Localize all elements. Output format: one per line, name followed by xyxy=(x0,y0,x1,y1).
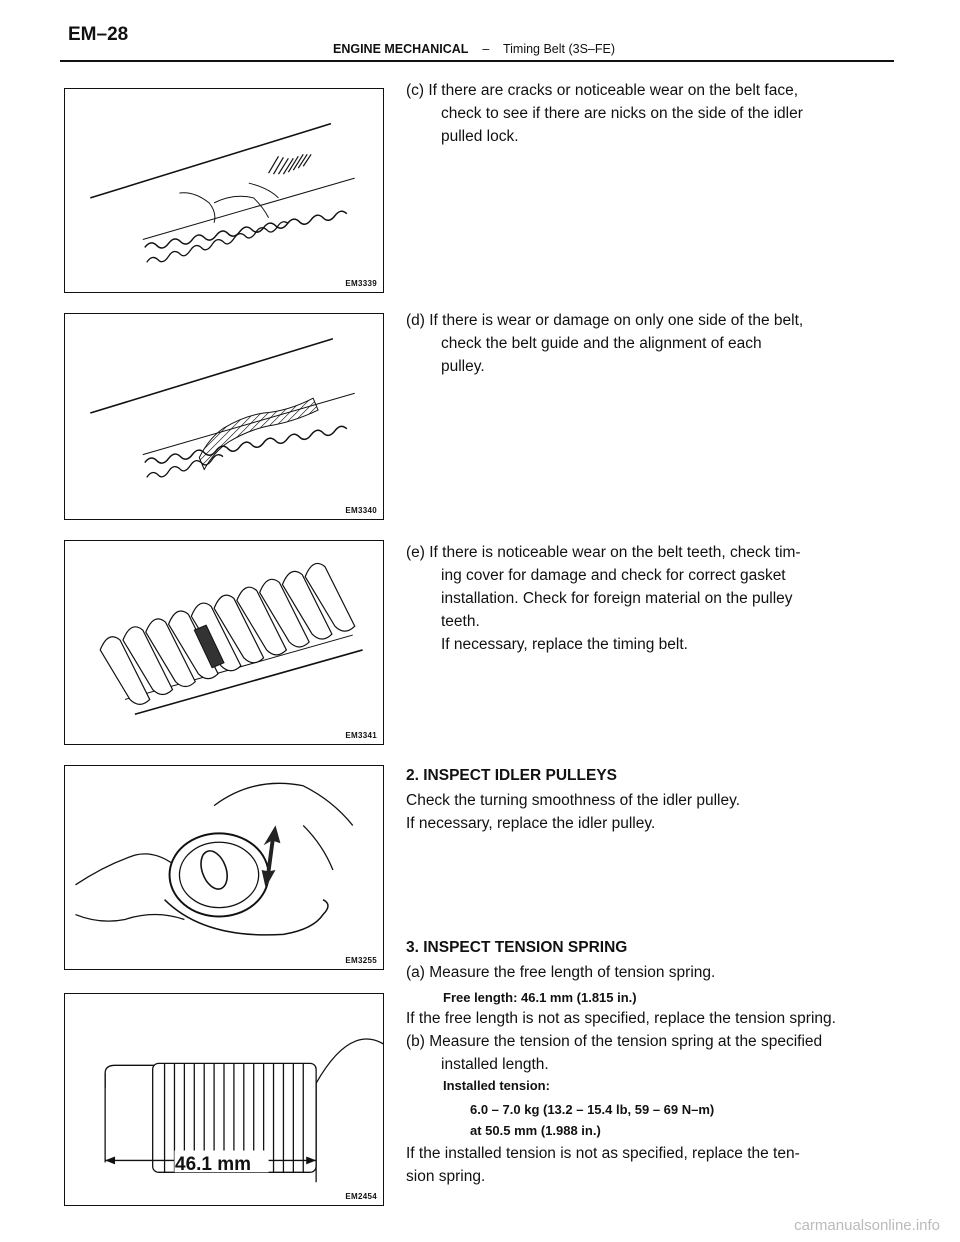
figure-code: EM2454 xyxy=(345,1192,377,1201)
step-d-line-3: pulley. xyxy=(441,358,485,375)
spring-heading: 3. INSPECT TENSION SPRING xyxy=(406,939,628,956)
free-length-note: If the free length is not as specified, replace the tension spring. xyxy=(406,1010,836,1027)
belt-teeth-illustration xyxy=(65,541,383,744)
spring-step-a: (a) Measure the free length of tension spring. xyxy=(406,964,716,981)
figure-belt-teeth xyxy=(64,540,384,745)
figure-code: EM3340 xyxy=(345,506,377,515)
step-e-line-1: (e) If there is noticeable wear on the belt teeth, check tim- xyxy=(406,544,801,561)
idler-heading: 2. INSPECT IDLER PULLEYS xyxy=(406,767,618,784)
figure-tension-spring xyxy=(64,993,384,1206)
free-length-spec: Free length: 46.1 mm (1.815 in.) xyxy=(443,990,637,1005)
step-c-text xyxy=(406,79,876,148)
step-e-line-5: If necessary, replace the timing belt. xyxy=(441,636,688,653)
idler-line-2: If necessary, replace the idler pulley. xyxy=(406,815,656,832)
figure-belt-side-wear xyxy=(64,313,384,520)
figure-belt-cracks xyxy=(64,88,384,293)
section-title: ENGINE MECHANICAL xyxy=(333,42,469,56)
figure-idler-pulley xyxy=(64,765,384,970)
watermark[interactable]: carmanualsonline.info xyxy=(794,1217,940,1234)
idler-text xyxy=(406,789,886,835)
spring-dimension-label: 46.1 mm xyxy=(175,1154,252,1175)
spring-step-b-line-1: (b) Measure the tension of the tension spring at the specified xyxy=(406,1033,823,1050)
subsection-title: Timing Belt (3S–FE) xyxy=(502,42,616,56)
step-d-line-2: check the belt guide and the alignment of each xyxy=(441,335,762,352)
figure-code: EM3339 xyxy=(345,279,377,288)
belt-cracks-illustration xyxy=(65,89,383,292)
step-c-line-2: check to see if there are nicks on the side of the idler xyxy=(441,105,803,122)
figure-code: EM3255 xyxy=(345,956,377,965)
page-number: EM–28 xyxy=(68,24,129,45)
tension-value: 6.0 – 7.0 kg (13.2 – 15.4 lb, 59 – 69 N–m) xyxy=(470,1102,715,1117)
tension-length: at 50.5 mm (1.988 in.) xyxy=(470,1123,601,1138)
idler-pulley-illustration xyxy=(65,766,383,969)
page-header xyxy=(333,42,615,56)
spring-final-line-2: sion spring. xyxy=(406,1168,486,1185)
step-e-line-4: teeth. xyxy=(441,613,480,630)
figure-code: EM3341 xyxy=(345,731,377,740)
tension-label: Installed tension: xyxy=(443,1078,550,1093)
spring-step-b xyxy=(406,1030,906,1076)
spring-final-note xyxy=(406,1142,886,1188)
step-e-line-3: installation. Check for foreign material on the pulley xyxy=(441,590,793,607)
step-c-line-1: (c) If there are cracks or noticeable wear on the belt face, xyxy=(406,82,798,99)
spring-step-b-line-2: installed length. xyxy=(441,1056,549,1073)
step-d-text xyxy=(406,309,876,378)
step-d-line-1: (d) If there is wear or damage on only one side of the belt, xyxy=(406,312,804,329)
idler-line-1: Check the turning smoothness of the idler pulley. xyxy=(406,792,741,809)
header-separator: – xyxy=(482,42,490,56)
header-rule xyxy=(60,60,894,62)
step-e-text xyxy=(406,541,876,656)
step-c-line-3: pulled lock. xyxy=(441,128,519,145)
belt-side-wear-illustration xyxy=(65,314,383,519)
spring-final-line-1: If the installed tension is not as specified, replace the ten- xyxy=(406,1145,800,1162)
step-e-line-2: ing cover for damage and check for correct gasket xyxy=(441,567,786,584)
